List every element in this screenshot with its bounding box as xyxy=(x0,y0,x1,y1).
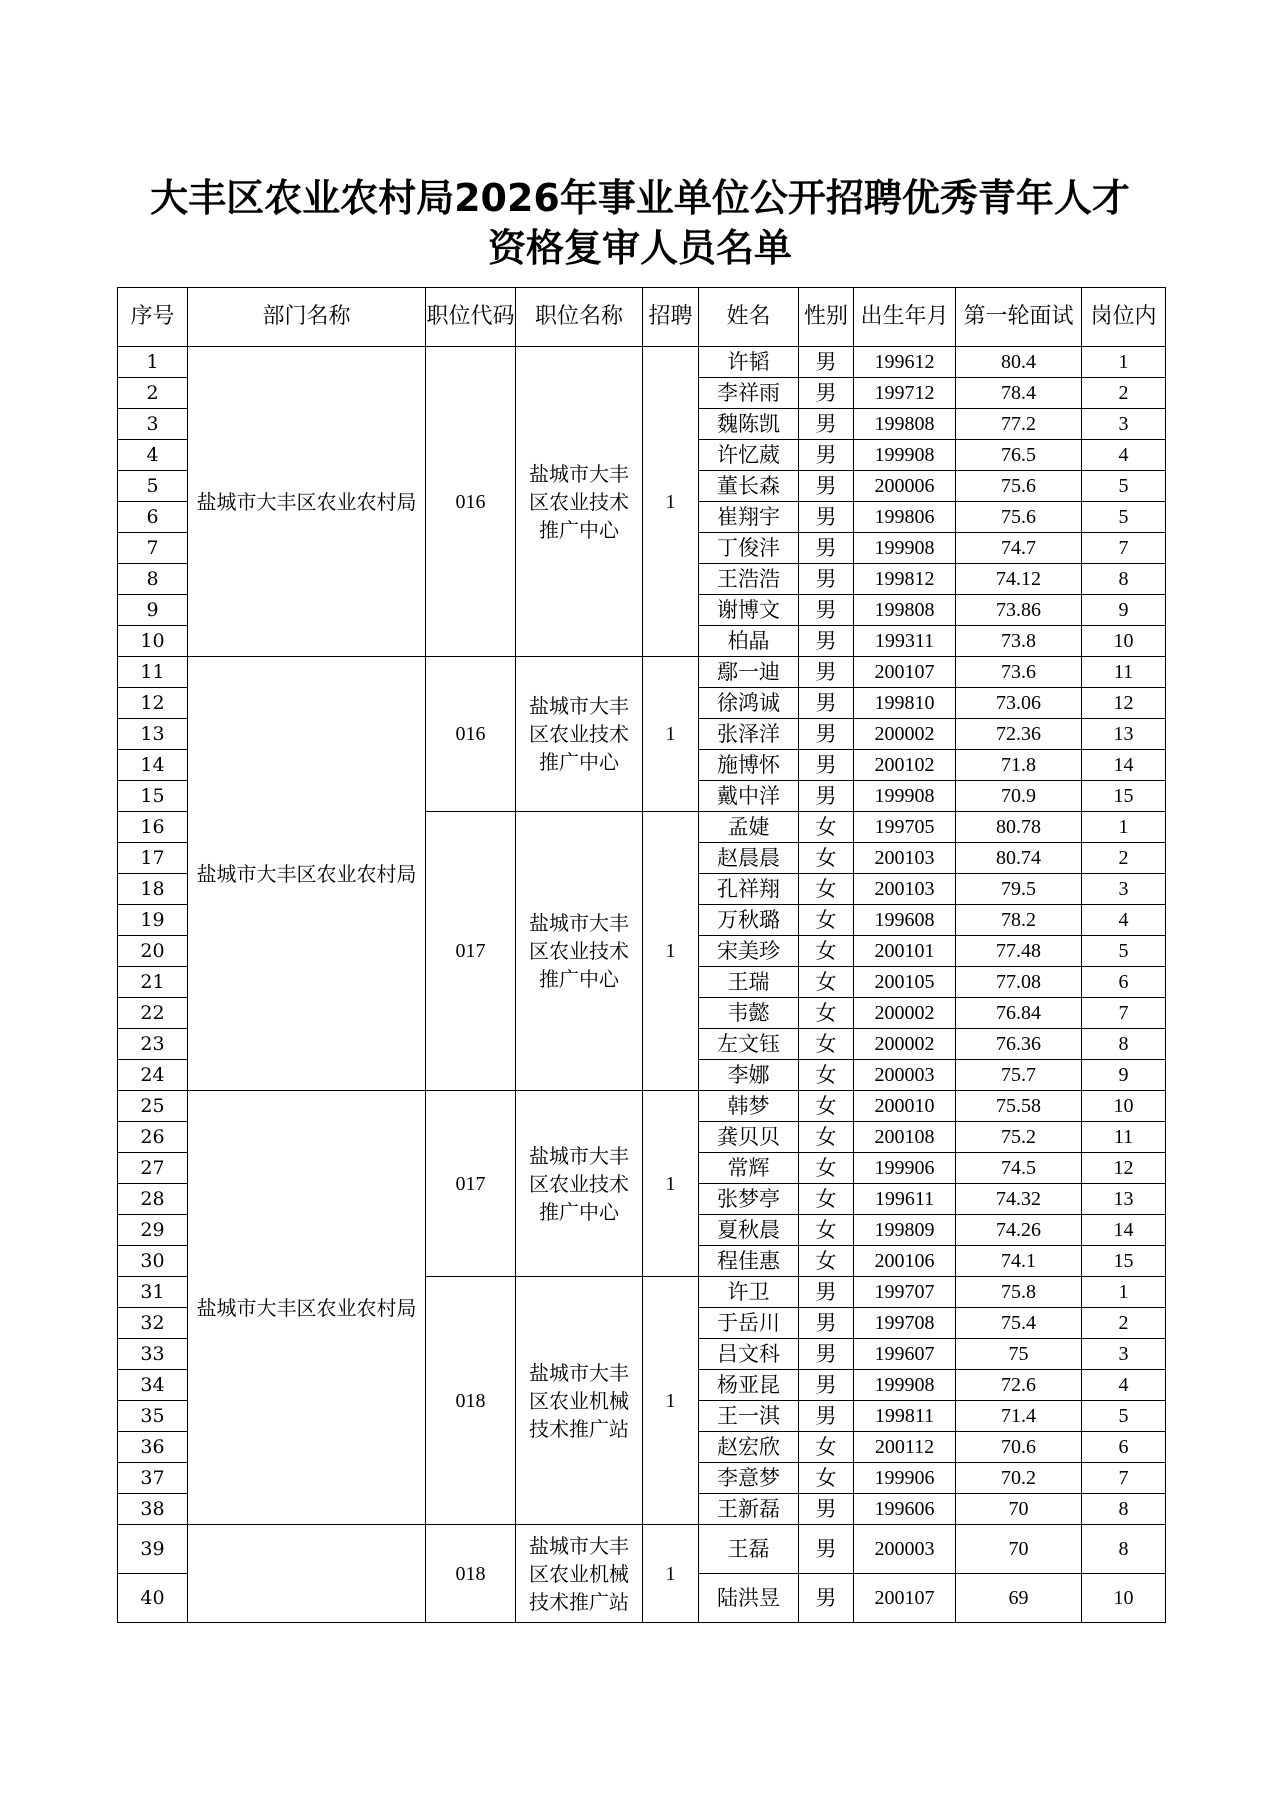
cell-gender: 男 xyxy=(799,1370,854,1401)
cell-rank: 7 xyxy=(1082,998,1166,1029)
cell-score: 69 xyxy=(956,1574,1082,1623)
cell-gender: 男 xyxy=(799,688,854,719)
cell-gender: 女 xyxy=(799,1184,854,1215)
cell-gender: 女 xyxy=(799,1029,854,1060)
cell-score: 74.1 xyxy=(956,1246,1082,1277)
cell-score: 71.4 xyxy=(956,1401,1082,1432)
cell-rank: 8 xyxy=(1082,564,1166,595)
cell-rank: 6 xyxy=(1082,967,1166,998)
cell-gender: 女 xyxy=(799,1246,854,1277)
cell-birth: 199811 xyxy=(854,1401,956,1432)
cell-seq: 25 xyxy=(118,1091,188,1122)
cell-score: 76.84 xyxy=(956,998,1082,1029)
cell-name: 谢博文 xyxy=(699,595,799,626)
table-row xyxy=(118,1525,1166,1574)
cell-name: 赵宏欣 xyxy=(699,1432,799,1463)
cell-gender: 女 xyxy=(799,1091,854,1122)
cell-rank: 8 xyxy=(1082,1494,1166,1525)
cell-name: 夏秋晨 xyxy=(699,1215,799,1246)
cell-gender: 男 xyxy=(799,657,854,688)
cell-name: 王新磊 xyxy=(699,1494,799,1525)
cell-seq: 32 xyxy=(118,1308,188,1339)
cell-gender: 女 xyxy=(799,905,854,936)
cell-seq: 28 xyxy=(118,1184,188,1215)
cell-rank: 5 xyxy=(1082,936,1166,967)
cell-code: 016 xyxy=(426,347,516,657)
cell-seq: 13 xyxy=(118,719,188,750)
header-name: 姓名 xyxy=(699,288,799,347)
cell-gender: 男 xyxy=(799,1401,854,1432)
cell-birth: 200002 xyxy=(854,1029,956,1060)
cell-birth: 199607 xyxy=(854,1339,956,1370)
cell-score: 74.7 xyxy=(956,533,1082,564)
cell-rank: 4 xyxy=(1082,905,1166,936)
cell-rank: 4 xyxy=(1082,1370,1166,1401)
cell-birth: 199708 xyxy=(854,1308,956,1339)
cell-birth: 200103 xyxy=(854,843,956,874)
cell-name: 许韬 xyxy=(699,347,799,378)
cell-seq: 33 xyxy=(118,1339,188,1370)
cell-birth: 199808 xyxy=(854,409,956,440)
cell-rank: 2 xyxy=(1082,843,1166,874)
page-title: 大丰区农业农村局2026年事业单位公开招聘优秀青年人才 xyxy=(150,176,1130,220)
cell-birth: 199806 xyxy=(854,502,956,533)
page-subtitle: 资格复审人员名单 xyxy=(487,226,792,270)
cell-rank: 13 xyxy=(1082,1184,1166,1215)
cell-birth: 200010 xyxy=(854,1091,956,1122)
cell-dept-empty xyxy=(188,1525,426,1623)
cell-birth: 199707 xyxy=(854,1277,956,1308)
cell-birth: 199908 xyxy=(854,533,956,564)
cell-seq: 3 xyxy=(118,409,188,440)
cell-birth: 199812 xyxy=(854,564,956,595)
cell-gender: 女 xyxy=(799,1060,854,1091)
cell-rank: 15 xyxy=(1082,781,1166,812)
cell-seq: 34 xyxy=(118,1370,188,1401)
cell-name: 王浩浩 xyxy=(699,564,799,595)
cell-gender: 女 xyxy=(799,998,854,1029)
cell-seq: 6 xyxy=(118,502,188,533)
cell-seq: 22 xyxy=(118,998,188,1029)
cell-seq: 1 xyxy=(118,347,188,378)
cell-gender: 女 xyxy=(799,843,854,874)
cell-birth: 200103 xyxy=(854,874,956,905)
cell-rank: 7 xyxy=(1082,533,1166,564)
cell-birth: 199611 xyxy=(854,1184,956,1215)
cell-score: 76.5 xyxy=(956,440,1082,471)
cell-gender: 女 xyxy=(799,1215,854,1246)
cell-score: 77.48 xyxy=(956,936,1082,967)
cell-rank: 12 xyxy=(1082,1153,1166,1184)
cell-seq: 21 xyxy=(118,967,188,998)
cell-name: 陆洪昱 xyxy=(699,1574,799,1623)
cell-seq: 8 xyxy=(118,564,188,595)
cell-name: 李意梦 xyxy=(699,1463,799,1494)
cell-birth: 199908 xyxy=(854,440,956,471)
cell-birth: 199906 xyxy=(854,1463,956,1494)
cell-birth: 200003 xyxy=(854,1060,956,1091)
cell-quota: 1 xyxy=(643,1091,699,1277)
cell-birth: 199908 xyxy=(854,781,956,812)
cell-score: 75.6 xyxy=(956,471,1082,502)
cell-birth: 200107 xyxy=(854,1574,956,1623)
cell-seq: 2 xyxy=(118,378,188,409)
cell-name: 韩梦 xyxy=(699,1091,799,1122)
cell-seq: 20 xyxy=(118,936,188,967)
cell-seq: 17 xyxy=(118,843,188,874)
cell-gender: 女 xyxy=(799,936,854,967)
header-code: 职位代码 xyxy=(426,288,516,347)
cell-birth: 199606 xyxy=(854,1494,956,1525)
cell-gender: 男 xyxy=(799,1494,854,1525)
cell-name: 魏陈凯 xyxy=(699,409,799,440)
cell-score: 75.8 xyxy=(956,1277,1082,1308)
cell-rank: 1 xyxy=(1082,347,1166,378)
cell-code: 016 xyxy=(426,657,516,812)
cell-rank: 10 xyxy=(1082,626,1166,657)
cell-name: 戴中洋 xyxy=(699,781,799,812)
cell-quota: 1 xyxy=(643,1277,699,1525)
header-position: 职位名称 xyxy=(516,288,643,347)
cell-score: 72.6 xyxy=(956,1370,1082,1401)
cell-name: 徐鸿诚 xyxy=(699,688,799,719)
header-seq: 序号 xyxy=(118,288,188,347)
cell-rank: 14 xyxy=(1082,750,1166,781)
cell-gender: 男 xyxy=(799,1574,854,1623)
cell-gender: 男 xyxy=(799,1525,854,1574)
cell-code: 017 xyxy=(426,812,516,1091)
cell-score: 80.4 xyxy=(956,347,1082,378)
cell-seq: 35 xyxy=(118,1401,188,1432)
cell-score: 70.2 xyxy=(956,1463,1082,1494)
cell-quota: 1 xyxy=(643,812,699,1091)
cell-seq: 37 xyxy=(118,1463,188,1494)
cell-rank: 11 xyxy=(1082,657,1166,688)
cell-rank: 4 xyxy=(1082,440,1166,471)
cell-position: 盐城市大丰区农业机械技术推广站 xyxy=(516,1277,643,1525)
table-header-row xyxy=(118,288,1166,347)
cell-position: 盐城市大丰区农业技术推广中心 xyxy=(516,657,643,812)
cell-score: 70 xyxy=(956,1525,1082,1574)
cell-seq: 23 xyxy=(118,1029,188,1060)
cell-birth: 200106 xyxy=(854,1246,956,1277)
cell-rank: 2 xyxy=(1082,378,1166,409)
cell-seq: 9 xyxy=(118,595,188,626)
cell-seq: 16 xyxy=(118,812,188,843)
cell-seq: 29 xyxy=(118,1215,188,1246)
table-row xyxy=(118,657,1166,688)
cell-score: 72.36 xyxy=(956,719,1082,750)
cell-birth: 199908 xyxy=(854,1370,956,1401)
cell-quota: 1 xyxy=(643,347,699,657)
cell-seq: 39 xyxy=(118,1525,188,1574)
header-rank: 岗位内 xyxy=(1082,288,1166,347)
cell-rank: 5 xyxy=(1082,1401,1166,1432)
cell-seq: 31 xyxy=(118,1277,188,1308)
cell-score: 71.8 xyxy=(956,750,1082,781)
cell-name: 张梦亭 xyxy=(699,1184,799,1215)
cell-gender: 女 xyxy=(799,1122,854,1153)
cell-name: 孟婕 xyxy=(699,812,799,843)
cell-name: 赵晨晨 xyxy=(699,843,799,874)
cell-rank: 11 xyxy=(1082,1122,1166,1153)
cell-gender: 男 xyxy=(799,347,854,378)
cell-score: 74.12 xyxy=(956,564,1082,595)
cell-rank: 6 xyxy=(1082,1432,1166,1463)
cell-seq: 27 xyxy=(118,1153,188,1184)
table-row xyxy=(118,1091,1166,1122)
cell-seq: 4 xyxy=(118,440,188,471)
cell-position: 盐城市大丰区农业机械技术推广站 xyxy=(516,1525,643,1623)
cell-rank: 7 xyxy=(1082,1463,1166,1494)
cell-gender: 男 xyxy=(799,750,854,781)
cell-seq: 40 xyxy=(118,1574,188,1623)
cell-birth: 199810 xyxy=(854,688,956,719)
cell-rank: 12 xyxy=(1082,688,1166,719)
cell-name: 董长森 xyxy=(699,471,799,502)
cell-position: 盐城市大丰区农业技术推广中心 xyxy=(516,347,643,657)
cell-name: 柏晶 xyxy=(699,626,799,657)
cell-score: 74.26 xyxy=(956,1215,1082,1246)
cell-rank: 8 xyxy=(1082,1029,1166,1060)
cell-name: 万秋璐 xyxy=(699,905,799,936)
cell-quota: 1 xyxy=(643,657,699,812)
cell-name: 王磊 xyxy=(699,1525,799,1574)
cell-seq: 30 xyxy=(118,1246,188,1277)
cell-seq: 38 xyxy=(118,1494,188,1525)
cell-seq: 5 xyxy=(118,471,188,502)
cell-rank: 9 xyxy=(1082,595,1166,626)
cell-name: 李祥雨 xyxy=(699,378,799,409)
cell-name: 于岳川 xyxy=(699,1308,799,1339)
header-score: 第一轮面试 xyxy=(956,288,1082,347)
cell-dept: 盐城市大丰区农业农村局 xyxy=(188,657,426,1091)
cell-rank: 5 xyxy=(1082,502,1166,533)
cell-name: 王瑞 xyxy=(699,967,799,998)
cell-score: 73.8 xyxy=(956,626,1082,657)
cell-quota: 1 xyxy=(643,1525,699,1623)
cell-name: 韦懿 xyxy=(699,998,799,1029)
cell-code: 017 xyxy=(426,1091,516,1277)
cell-birth: 199311 xyxy=(854,626,956,657)
cell-name: 左文钰 xyxy=(699,1029,799,1060)
cell-name: 孔祥翔 xyxy=(699,874,799,905)
cell-score: 77.08 xyxy=(956,967,1082,998)
cell-gender: 男 xyxy=(799,595,854,626)
header-gender: 性别 xyxy=(799,288,854,347)
cell-birth: 199705 xyxy=(854,812,956,843)
cell-rank: 15 xyxy=(1082,1246,1166,1277)
cell-seq: 15 xyxy=(118,781,188,812)
cell-rank: 8 xyxy=(1082,1525,1166,1574)
cell-gender: 男 xyxy=(799,564,854,595)
cell-rank: 5 xyxy=(1082,471,1166,502)
cell-seq: 7 xyxy=(118,533,188,564)
cell-gender: 男 xyxy=(799,1339,854,1370)
cell-gender: 男 xyxy=(799,1308,854,1339)
cell-score: 75.7 xyxy=(956,1060,1082,1091)
cell-rank: 2 xyxy=(1082,1308,1166,1339)
cell-score: 75.6 xyxy=(956,502,1082,533)
cell-name: 许卫 xyxy=(699,1277,799,1308)
cell-rank: 1 xyxy=(1082,812,1166,843)
cell-seq: 18 xyxy=(118,874,188,905)
cell-position: 盐城市大丰区农业技术推广中心 xyxy=(516,1091,643,1277)
cell-score: 75.58 xyxy=(956,1091,1082,1122)
cell-seq: 12 xyxy=(118,688,188,719)
cell-gender: 女 xyxy=(799,1463,854,1494)
cell-birth: 200108 xyxy=(854,1122,956,1153)
cell-score: 74.5 xyxy=(956,1153,1082,1184)
cell-dept: 盐城市大丰区农业农村局 xyxy=(188,347,426,657)
cell-seq: 10 xyxy=(118,626,188,657)
cell-score: 78.2 xyxy=(956,905,1082,936)
cell-gender: 男 xyxy=(799,1277,854,1308)
cell-score: 75.4 xyxy=(956,1308,1082,1339)
cell-score: 76.36 xyxy=(956,1029,1082,1060)
cell-score: 80.74 xyxy=(956,843,1082,874)
cell-birth: 200002 xyxy=(854,719,956,750)
cell-seq: 26 xyxy=(118,1122,188,1153)
cell-seq: 19 xyxy=(118,905,188,936)
cell-gender: 女 xyxy=(799,874,854,905)
cell-gender: 男 xyxy=(799,409,854,440)
cell-name: 吕文科 xyxy=(699,1339,799,1370)
cell-birth: 199808 xyxy=(854,595,956,626)
cell-seq: 11 xyxy=(118,657,188,688)
cell-birth: 199612 xyxy=(854,347,956,378)
cell-name: 杨亚昆 xyxy=(699,1370,799,1401)
cell-gender: 男 xyxy=(799,502,854,533)
cell-rank: 10 xyxy=(1082,1091,1166,1122)
header-quota: 招聘 xyxy=(643,288,699,347)
cell-gender: 男 xyxy=(799,533,854,564)
cell-birth: 200002 xyxy=(854,998,956,1029)
cell-name: 龚贝贝 xyxy=(699,1122,799,1153)
cell-rank: 1 xyxy=(1082,1277,1166,1308)
cell-dept: 盐城市大丰区农业农村局 xyxy=(188,1091,426,1525)
header-birth: 出生年月 xyxy=(854,288,956,347)
cell-birth: 200107 xyxy=(854,657,956,688)
cell-rank: 3 xyxy=(1082,1339,1166,1370)
candidate-table xyxy=(117,287,1166,1623)
cell-name: 程佳惠 xyxy=(699,1246,799,1277)
cell-birth: 200101 xyxy=(854,936,956,967)
cell-name: 崔翔宇 xyxy=(699,502,799,533)
cell-gender: 男 xyxy=(799,781,854,812)
cell-name: 常辉 xyxy=(699,1153,799,1184)
cell-gender: 男 xyxy=(799,719,854,750)
cell-gender: 女 xyxy=(799,1153,854,1184)
cell-score: 75 xyxy=(956,1339,1082,1370)
cell-birth: 199809 xyxy=(854,1215,956,1246)
table-row xyxy=(118,347,1166,378)
cell-rank: 3 xyxy=(1082,874,1166,905)
cell-score: 80.78 xyxy=(956,812,1082,843)
header-dept: 部门名称 xyxy=(188,288,426,347)
cell-gender: 男 xyxy=(799,626,854,657)
cell-name: 丁俊沣 xyxy=(699,533,799,564)
cell-score: 73.06 xyxy=(956,688,1082,719)
cell-code: 018 xyxy=(426,1525,516,1623)
cell-name: 张泽洋 xyxy=(699,719,799,750)
cell-gender: 男 xyxy=(799,378,854,409)
cell-birth: 199712 xyxy=(854,378,956,409)
cell-score: 70.6 xyxy=(956,1432,1082,1463)
cell-seq: 14 xyxy=(118,750,188,781)
cell-position: 盐城市大丰区农业技术推广中心 xyxy=(516,812,643,1091)
cell-seq: 36 xyxy=(118,1432,188,1463)
cell-name: 李娜 xyxy=(699,1060,799,1091)
cell-gender: 女 xyxy=(799,1432,854,1463)
cell-gender: 女 xyxy=(799,967,854,998)
cell-gender: 女 xyxy=(799,812,854,843)
cell-score: 77.2 xyxy=(956,409,1082,440)
cell-rank: 13 xyxy=(1082,719,1166,750)
cell-name: 鄢一迪 xyxy=(699,657,799,688)
cell-rank: 3 xyxy=(1082,409,1166,440)
cell-rank: 14 xyxy=(1082,1215,1166,1246)
cell-birth: 199608 xyxy=(854,905,956,936)
cell-rank: 9 xyxy=(1082,1060,1166,1091)
cell-gender: 男 xyxy=(799,471,854,502)
cell-score: 70 xyxy=(956,1494,1082,1525)
cell-birth: 200112 xyxy=(854,1432,956,1463)
cell-code: 018 xyxy=(426,1277,516,1525)
cell-birth: 200105 xyxy=(854,967,956,998)
cell-score: 70.9 xyxy=(956,781,1082,812)
cell-score: 75.2 xyxy=(956,1122,1082,1153)
cell-birth: 200006 xyxy=(854,471,956,502)
cell-name: 许忆葳 xyxy=(699,440,799,471)
cell-score: 73.86 xyxy=(956,595,1082,626)
cell-name: 王一淇 xyxy=(699,1401,799,1432)
cell-birth: 200003 xyxy=(854,1525,956,1574)
cell-score: 78.4 xyxy=(956,378,1082,409)
cell-birth: 199906 xyxy=(854,1153,956,1184)
cell-score: 79.5 xyxy=(956,874,1082,905)
cell-name: 施博怀 xyxy=(699,750,799,781)
cell-gender: 男 xyxy=(799,440,854,471)
cell-seq: 24 xyxy=(118,1060,188,1091)
cell-score: 73.6 xyxy=(956,657,1082,688)
cell-birth: 200102 xyxy=(854,750,956,781)
cell-name: 宋美珍 xyxy=(699,936,799,967)
cell-score: 74.32 xyxy=(956,1184,1082,1215)
cell-rank: 10 xyxy=(1082,1574,1166,1623)
